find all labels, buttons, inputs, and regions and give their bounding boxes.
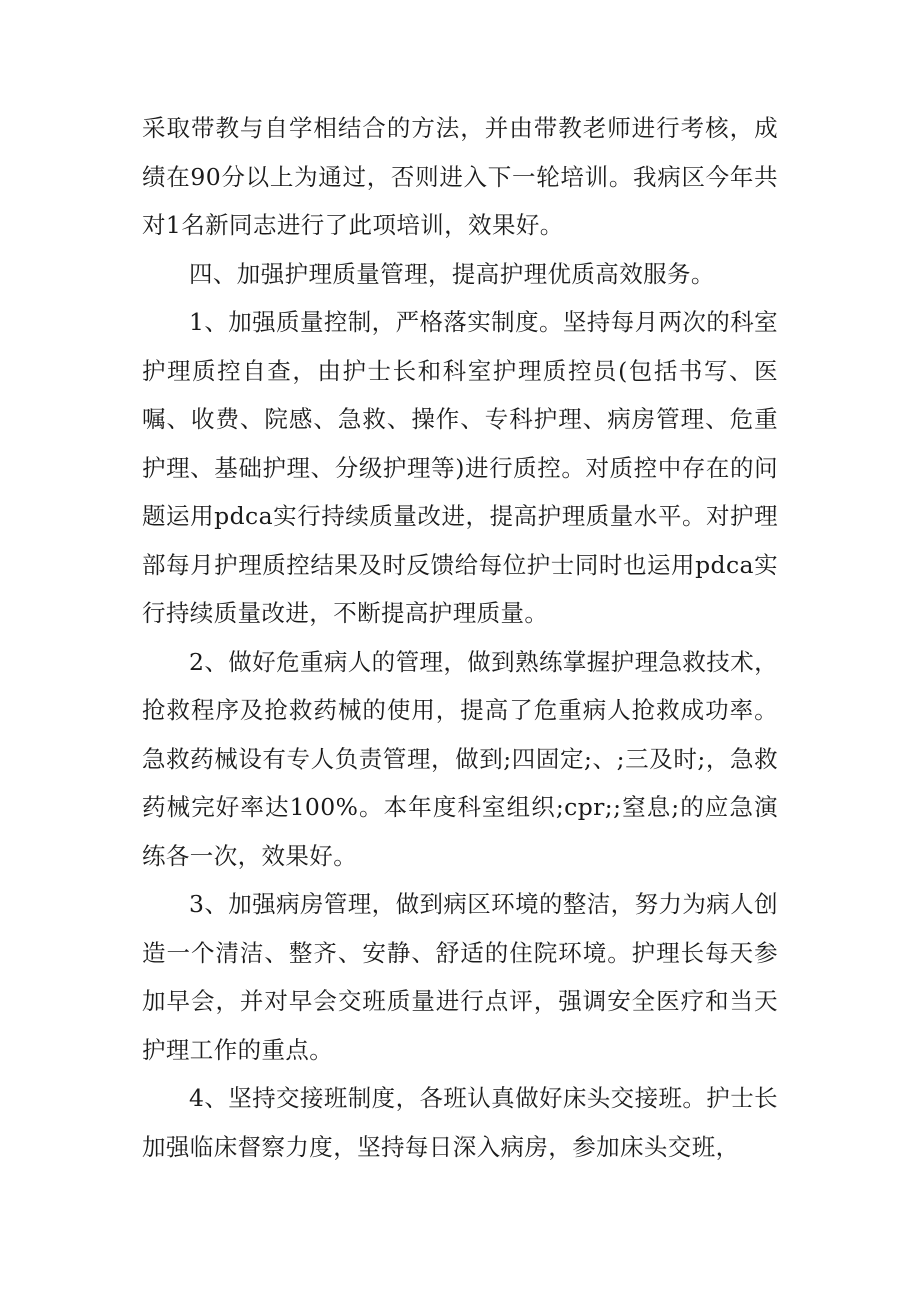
paragraph-handover-system: 4、坚持交接班制度，各班认真做好床头交接班。护士长加强临床督察力度，坚持每日深入病房，参加床头交班， [142, 1084, 778, 1161]
section-heading-quality-management: 四、加强护理质量管理，提高护理优质高效服务。 [189, 259, 715, 288]
paragraph-critical-patient-management: 2、做好危重病人的管理，做到熟练掌握护理急救技术，抢救程序及抢救药械的使用，提高了危重病人抢救成功率。急救药械设有专人负责管理，做到;四固定;、;三及时;，急救药械完好率达100%。本年度科室组织;cpr;;窒息;的应急演练各一次，效果好。 [142, 647, 778, 870]
paragraph-training-method: 采取带教与自学相结合的方法，并由带教老师进行考核，成绩在90分以上为通过，否则进入下一轮培训。我病区今年共对1名新同志进行了此项培训，效果好。 [142, 114, 778, 239]
document-body [142, 104, 778, 1171]
paragraph-ward-management: 3、加强病房管理，做到病区环境的整洁，努力为病人创造一个清洁、整齐、安静、舒适的住院环境。护理长每天参加早会，并对早会交班质量进行点评，强调安全医疗和当天护理工作的重点。 [142, 890, 778, 1064]
paragraph-quality-control: 1、加强质量控制，严格落实制度。坚持每月两次的科室护理质控自查，由护士长和科室护理质控员(包括书写、医嘱、收费、院感、急救、操作、专科护理、病房管理、危重护理、基础护理、分级护理等)进行质控。对质控中存在的问题运用pdca实行持续质量改进，提高护理质量水平。对护理部每月护理质控结果及时反馈给每位护士同时也运用pdca实行持续质量改进，不断提高护理质量。 [142, 308, 778, 627]
